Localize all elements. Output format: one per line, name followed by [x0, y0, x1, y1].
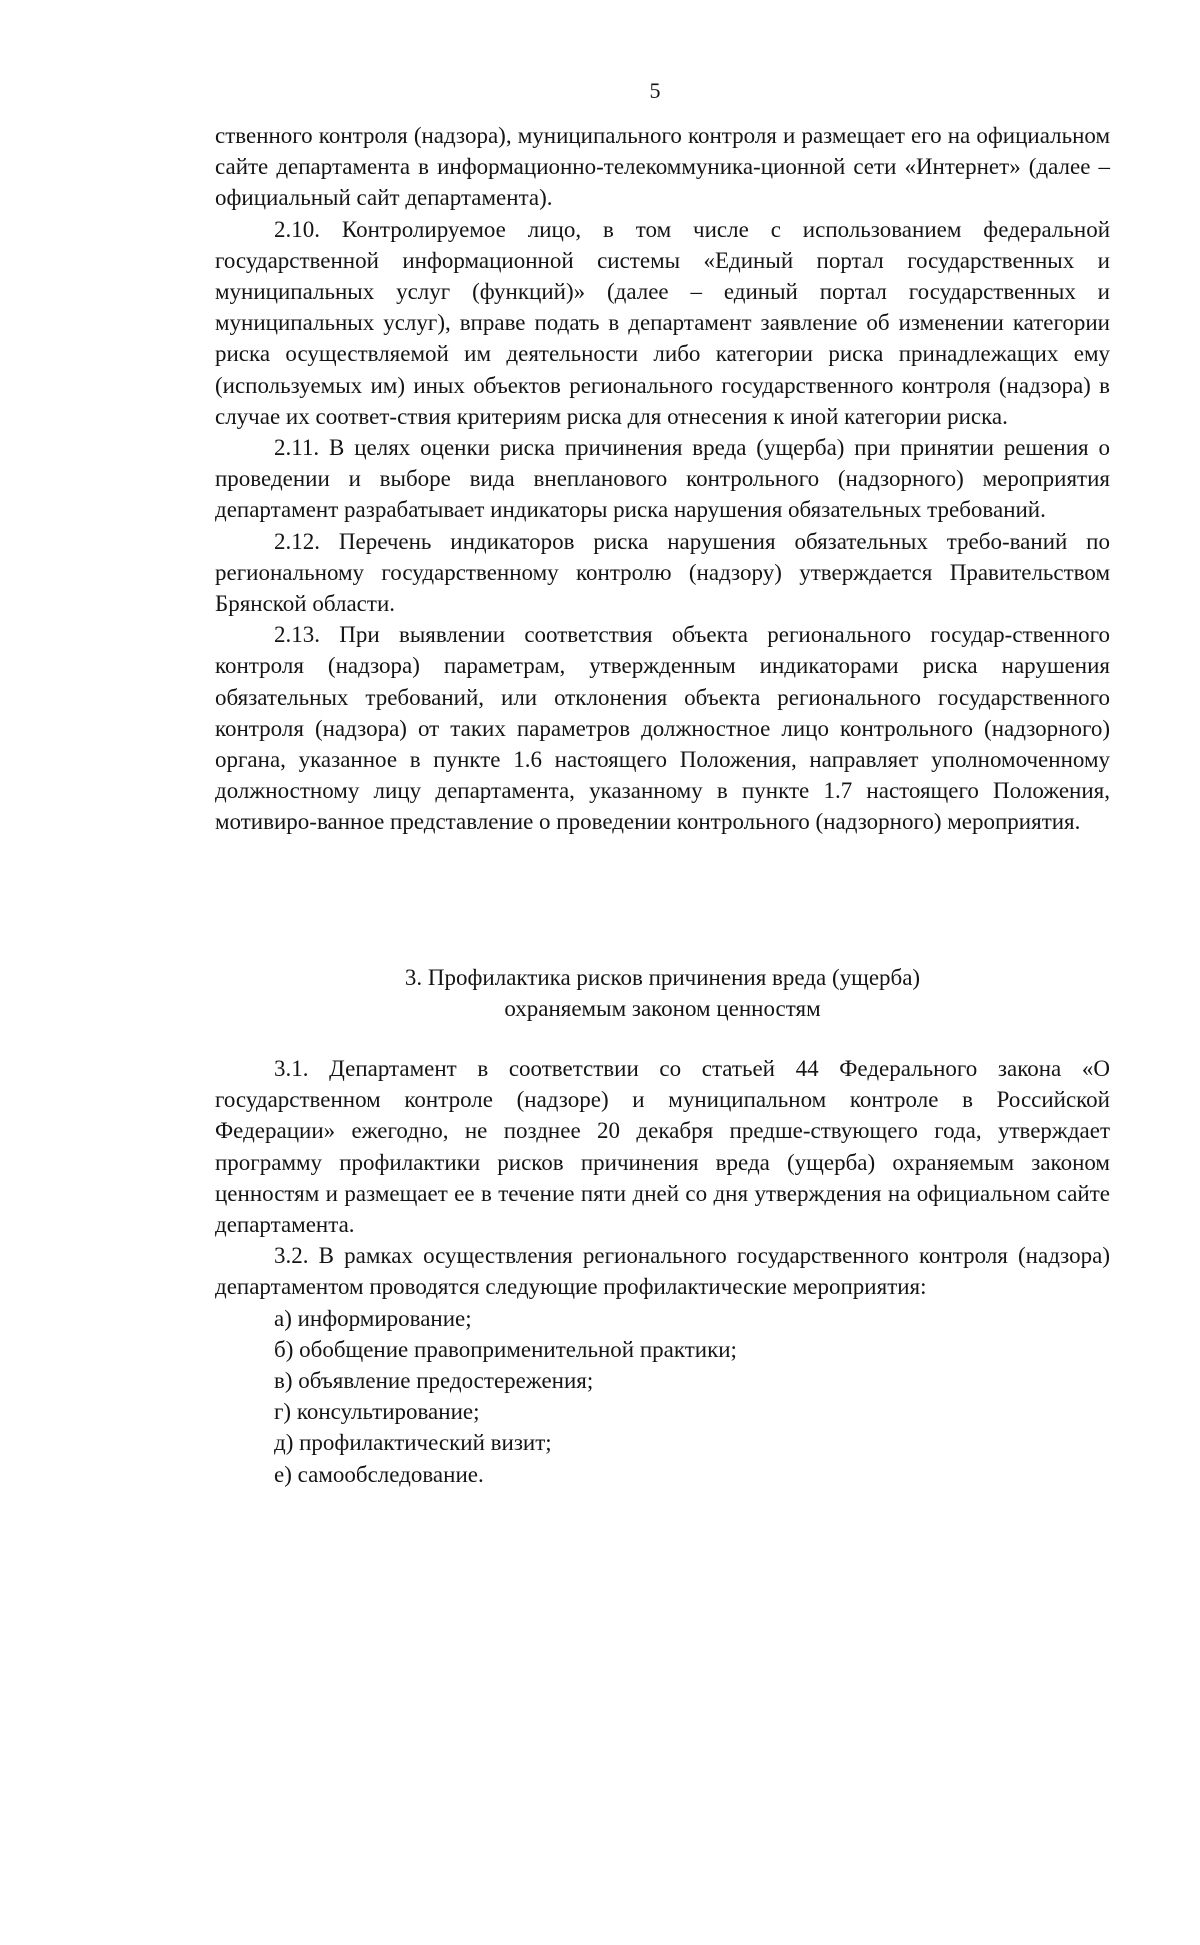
section-heading-line-2: охраняемым законом ценностям: [504, 996, 821, 1021]
list-item: а) информирование;: [274, 1305, 472, 1331]
page-number: 5: [649, 78, 661, 103]
lower-text-block: [215, 1053, 1110, 1490]
paragraph-3-1: 3.1. Департамент в соответствии со статьей 44 Федерального закона «О государственном контроле (надзоре) и муниципальном контроле в Российской Федерации» ежегодно, не позднее 20 декабря предше-ствующего года, утверждает программу профилактики рисков причинения вреда (ущерба) охраняемым законом ценностям и размещает ее в течение пяти дней со дня утверждения на официальном сайте департамента.: [215, 1056, 1110, 1238]
section-heading: [215, 962, 1110, 1024]
list-item: г) консультирование;: [274, 1399, 480, 1425]
paragraph-2-13: 2.13. При выявлении соответствия объекта регионального государ-ственного контроля (надзора) параметрам, утвержденным индикаторами риска нарушения обязательных требований, или отклонения объекта регионального государственного контроля (надзора) от таких параметров должностное лицо контрольного (надзорного) органа, указанное в пункте 1.6 настоящего Положения, направляет уполномоченному должностному лицу департамента, указанному в пункте 1.7 настоящего Положения, мотивиро-ванное представление о проведении контрольного (надзорного) мероприятия.: [215, 622, 1110, 835]
list-item: б) обобщение правоприменительной практики;: [274, 1336, 737, 1362]
paragraph-continuation: ственного контроля (надзора), муниципального контроля и размещает его на официальном сайте департамента в информационно-телекоммуника-ционной сети «Интернет» (далее – официальный сайт департамента).: [215, 123, 1110, 211]
paragraph-3-2: 3.2. В рамках осуществления регионального государственного контроля (надзора) департаментом проводятся следующие профилактические мероприятия:: [215, 1243, 1110, 1300]
paragraph-2-11: 2.11. В целях оценки риска причинения вреда (ущерба) при принятии решения о проведении и выборе вида внепланового контрольного (надзорного) мероприятия департамент разрабатывает индикаторы риска нарушения обязательных требований.: [215, 435, 1110, 523]
list-item: е) самообследование.: [274, 1461, 484, 1487]
measures-list: [215, 1303, 1110, 1490]
section-heading-line-1: 3. Профилактика рисков причинения вреда (ущерба): [404, 965, 921, 990]
paragraph-2-12: 2.12. Перечень индикаторов риска нарушения обязательных требо-ваний по региональному государственному контролю (надзору) утверждается Правительством Брянской области.: [215, 528, 1110, 617]
upper-text-block: [215, 120, 1110, 838]
list-item: д) профилактический визит;: [274, 1430, 552, 1456]
list-item: в) объявление предостережения;: [274, 1368, 594, 1394]
paragraph-2-10: 2.10. Контролируемое лицо, в том числе с использованием федеральной государственной информационной системы «Единый портал государственных и муниципальных услуг (функций)» (далее – единый портал государственных и муниципальных услуг), вправе подать в департамент заявление об изменении категории риска осуществляемой им деятельности либо категории риска принадлежащих ему (используемых им) иных объектов регионального государственного контроля (надзора) в случае их соответ-ствия критериям риска для отнесения к иной категории риска.: [215, 216, 1110, 429]
